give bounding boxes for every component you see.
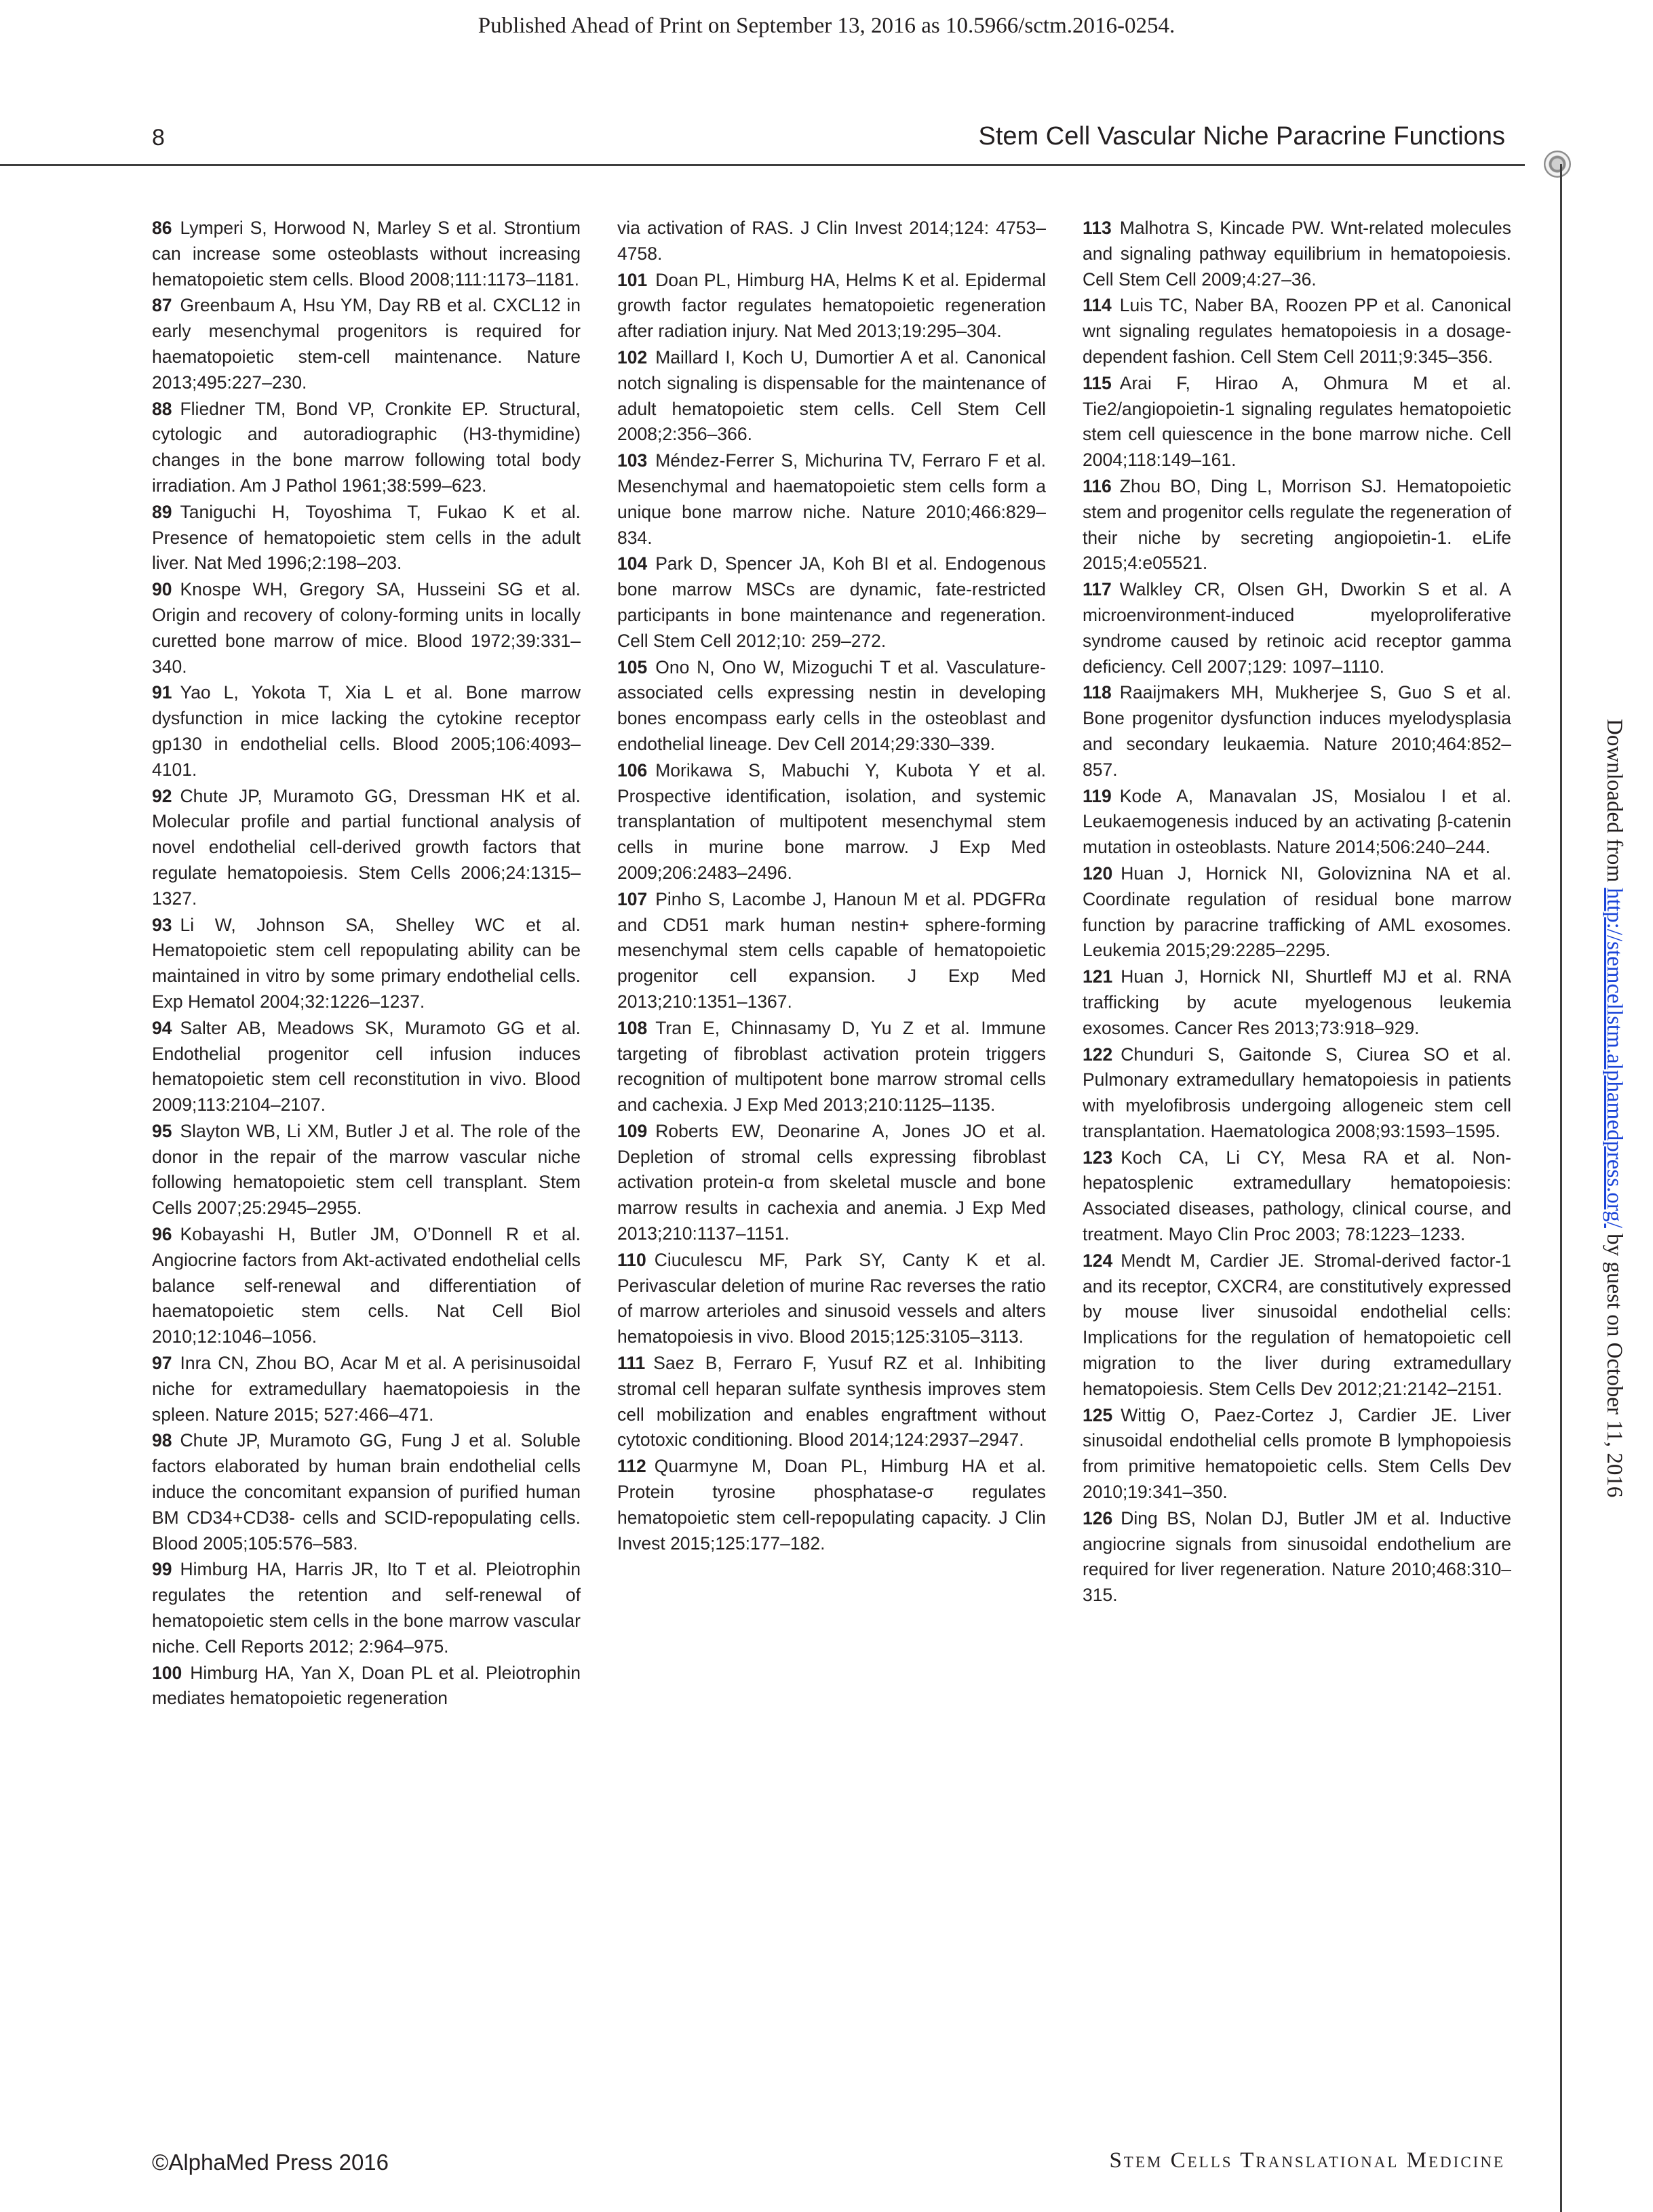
reference-entry bbox=[1083, 1248, 1511, 1402]
reference-number: 107 bbox=[617, 888, 648, 909]
reference-text: Park D, Spencer JA, Koh BI et al. Endogenous bone marrow MSCs are dynamic, fate-restricted participants in bone maintenance and regeneration. Cell Stem Cell 2012;10: 259–272. bbox=[617, 553, 1046, 651]
reference-entry bbox=[617, 758, 1046, 886]
reference-text: Quarmyne M, Doan PL, Himburg HA et al. Protein tyrosine phosphatase-σ regulates hematopoietic stem cell-repopulating capacity. J Clin Invest 2015;125:177–182. bbox=[617, 1456, 1046, 1554]
reference-entry bbox=[1083, 474, 1511, 576]
reference-entry bbox=[1083, 1403, 1511, 1505]
reference-number: 92 bbox=[152, 785, 172, 806]
reference-entry bbox=[617, 551, 1046, 654]
download-link[interactable]: http://stemcellstm.alphamedpress.org/ bbox=[1602, 888, 1627, 1228]
reference-entry bbox=[1083, 371, 1511, 473]
reference-number: 91 bbox=[152, 682, 172, 703]
header-rule bbox=[0, 164, 1525, 166]
reference-text: Inra CN, Zhou BO, Acar M et al. A perisinusoidal niche for extramedullary haematopoiesis in the spleen. Nature 2015; 527:466–471. bbox=[152, 1353, 581, 1425]
reference-text: Himburg HA, Harris JR, Ito T et al. Pleiotrophin regulates the retention and self-renewal of hematopoietic stem cells in the bone marrow vascular niche. Cell Reports 2012; 2:964–975. bbox=[152, 1559, 581, 1657]
reference-entry bbox=[152, 1119, 581, 1221]
reference-text: Walkley CR, Olsen GH, Dworkin S et al. A microenvironment-induced myeloproliferative syndrome caused by retinoic acid receptor gamma deficiency. Cell 2007;129: 1097–1110. bbox=[1083, 579, 1511, 677]
reference-number: 105 bbox=[617, 656, 648, 677]
reference-entry bbox=[1083, 293, 1511, 370]
reference-text: Mendt M, Cardier JE. Stromal-derived factor-1 and its receptor, CXCR4, are constitutively expressed by mouse liver sinusoidal endothelial cells: Implications for the regulation of hematopoietic cell migration to the liver during extramedullary hematopoiesis. Stem Cells Dev 2012;21:2142–2151. bbox=[1083, 1250, 1511, 1399]
reference-entry bbox=[1083, 216, 1511, 292]
reference-number: 88 bbox=[152, 398, 172, 419]
reference-column-2 bbox=[617, 216, 1046, 1557]
page-number: 8 bbox=[152, 125, 165, 151]
reference-entry bbox=[152, 577, 581, 679]
reference-entry bbox=[152, 913, 581, 1015]
reference-number: 110 bbox=[617, 1249, 646, 1270]
reference-number: 123 bbox=[1083, 1147, 1113, 1168]
reference-text: Greenbaum A, Hsu YM, Day RB et al. CXCL12 in early mesenchymal progenitors is required for haematopoietic stem-cell maintenance. Nature 2013;495:227–230. bbox=[152, 295, 581, 393]
download-note-prefix: Downloaded from bbox=[1602, 719, 1627, 888]
download-note bbox=[1601, 719, 1628, 1600]
reference-number: 114 bbox=[1083, 295, 1112, 316]
reference-number: 104 bbox=[617, 553, 648, 574]
reference-number: 86 bbox=[152, 218, 172, 238]
reference-entry bbox=[152, 1428, 581, 1556]
reference-number: 102 bbox=[617, 347, 648, 368]
reference-text: Tran E, Chinnasamy D, Yu Z et al. Immune targeting of fibroblast activation protein triggers recognition of multipotent bone marrow stromal cells and cachexia. J Exp Med 2013;210:1125–1135. bbox=[617, 1017, 1046, 1115]
reference-number: 87 bbox=[152, 295, 172, 316]
reference-text: Himburg HA, Yan X, Doan PL et al. Pleiotrophin mediates hematopoietic regeneration bbox=[152, 1662, 581, 1709]
reference-text: Saez B, Ferraro F, Yusuf RZ et al. Inhibiting stromal cell heparan sulfate synthesis improves stem cell mobilization and enables engraftment without cytotoxic conditioning. Blood 2014;124:2937–2947. bbox=[617, 1353, 1046, 1450]
reference-text: Koch CA, Li CY, Mesa RA et al. Non-hepatosplenic extramedullary hematopoiesis: Associated diseases, pathology, clinical course, and treatment. Mayo Clin Proc 2003; 78:1223–1233. bbox=[1083, 1147, 1511, 1245]
reference-entry bbox=[1083, 680, 1511, 783]
reference-number: 113 bbox=[1083, 218, 1112, 238]
reference-number: 108 bbox=[617, 1017, 648, 1038]
reference-number: 106 bbox=[617, 759, 648, 781]
reference-entry bbox=[152, 1557, 581, 1659]
reference-number: 122 bbox=[1083, 1044, 1113, 1065]
reference-text: Wittig O, Paez-Cortez J, Cardier JE. Liver sinusoidal endothelial cells promote B lymphopoiesis from primitive hematopoietic cells. Stem Cells Dev 2010;19:341–350. bbox=[1083, 1404, 1511, 1503]
reference-number: 121 bbox=[1083, 966, 1113, 987]
reference-text: Salter AB, Meadows SK, Muramoto GG et al. Endothelial progenitor cell infusion induces hematopoietic stem cell reconstitution in vivo. Blood 2009;113:2104–2107. bbox=[152, 1017, 581, 1115]
reference-entry bbox=[617, 655, 1046, 757]
reference-text: Slayton WB, Li XM, Butler J et al. The role of the donor in the repair of the marrow vascular niche following hematopoietic stem cell transplant. Stem Cells 2007;25:2945–2955. bbox=[152, 1120, 581, 1219]
reference-number: 124 bbox=[1083, 1250, 1113, 1271]
reference-entry bbox=[152, 1351, 581, 1427]
reference-text: Luis TC, Naber BA, Roozen PP et al. Canonical wnt signaling regulates hematopoiesis in a dosage-dependent fashion. Cell Stem Cell 2011;9:345–356. bbox=[1083, 295, 1511, 367]
reference-column-1 bbox=[152, 216, 581, 1712]
reference-number: 116 bbox=[1083, 475, 1112, 496]
reference-number: 126 bbox=[1083, 1507, 1113, 1528]
reference-entry bbox=[152, 680, 581, 783]
reference-number: 115 bbox=[1083, 372, 1112, 393]
reference-number: 109 bbox=[617, 1120, 648, 1141]
reference-text: Knospe WH, Gregory SA, Husseini SG et al. Origin and recovery of colony-forming units in locally curetted bone marrow of mice. Blood 1972;39:331–340. bbox=[152, 579, 581, 677]
reference-number: 93 bbox=[152, 914, 172, 935]
reference-text: Malhotra S, Kincade PW. Wnt-related molecules and signaling pathway equilibrium in hematopoiesis. Cell Stem Cell 2009;4:27–36. bbox=[1083, 218, 1511, 290]
reference-text: Li W, Johnson SA, Shelley WC et al. Hematopoietic stem cell repopulating ability can be maintained in vitro by some primary endothelial cells. Exp Hematol 2004;32:1226–1237. bbox=[152, 914, 581, 1012]
reference-text: Chute JP, Muramoto GG, Fung J et al. Soluble factors elaborated by human brain endothelial cells induce the concomitant expansion of purified human BM CD34+CD38- cells and SCID-repopulating cells. Blood 2005;105:576–583. bbox=[152, 1430, 581, 1554]
reference-entry bbox=[152, 500, 581, 576]
margin-rule bbox=[1560, 164, 1562, 2212]
reference-text: Méndez-Ferrer S, Michurina TV, Ferraro F et al. Mesenchymal and haematopoietic stem cells form a unique bone marrow niche. Nature 2010;466:829–834. bbox=[617, 450, 1046, 548]
reference-entry bbox=[617, 887, 1046, 1015]
reference-text: via activation of RAS. J Clin Invest 2014;124: 4753–4758. bbox=[617, 218, 1046, 264]
reference-entry bbox=[1083, 577, 1511, 679]
reference-number: 98 bbox=[152, 1430, 172, 1451]
reference-number: 101 bbox=[617, 269, 648, 290]
reference-entry bbox=[152, 1661, 581, 1712]
reference-text: Ciuculescu MF, Park SY, Canty K et al. Perivascular deletion of murine Rac reverses the ratio of marrow arterioles and sinusoid vessels and alters hematopoiesis in vivo. Blood 2015;125:3105–3113. bbox=[617, 1249, 1046, 1347]
reference-number: 100 bbox=[152, 1662, 182, 1683]
reference-text: Zhou BO, Ding L, Morrison SJ. Hematopoietic stem and progenitor cells regulate the regeneration of their niche by secreting angiopoietin-1. eLife 2015;4:e05521. bbox=[1083, 475, 1511, 574]
reference-number: 103 bbox=[617, 450, 648, 471]
reference-number: 112 bbox=[617, 1456, 646, 1477]
ahead-of-print-notice: Published Ahead of Print on September 13, 2016 as 10.5966/sctm.2016-0254. bbox=[478, 14, 1175, 38]
reference-number: 117 bbox=[1083, 579, 1112, 600]
reference-text: Pinho S, Lacombe J, Hanoun M et al. PDGFRα and CD51 mark human nestin+ sphere-forming mesenchymal stem cells capable of hematopoietic progenitor cell expansion. J Exp Med 2013;210:1351–1367. bbox=[617, 888, 1046, 1012]
reference-entry bbox=[152, 784, 581, 912]
reference-text: Ono N, Ono W, Mizoguchi T et al. Vasculature-associated cells expressing nestin in developing bones encompass early cells in the osteoblast and endothelial lineage. Dev Cell 2014;29:330–339. bbox=[617, 656, 1046, 754]
reference-text: Kode A, Manavalan JS, Mosialou I et al. Leukaemogenesis induced by an activating β-catenin mutation in osteoblasts. Nature 2014;506:240–244. bbox=[1083, 785, 1511, 858]
reference-entry bbox=[617, 1248, 1046, 1350]
reference-text: Huan J, Hornick NI, Shurtleff MJ et al. RNA trafficking by acute myelogenous leukemia exosomes. Cancer Res 2013;73:918–929. bbox=[1083, 966, 1511, 1038]
reference-number: 95 bbox=[152, 1120, 172, 1141]
reference-number: 90 bbox=[152, 579, 172, 600]
reference-text: Fliedner TM, Bond VP, Cronkite EP. Structural, cytologic and autoradiographic (H3-thymidine) changes in the bone marrow following total body irradiation. Am J Pathol 1961;38:599–623. bbox=[152, 398, 581, 496]
reference-entry bbox=[152, 397, 581, 499]
reference-entry bbox=[152, 1222, 581, 1350]
reference-text: Arai F, Hirao A, Ohmura M et al. Tie2/angiopoietin-1 signaling regulates hematopoietic stem cell quiescence in the bone marrow niche. Cell 2004;118:149–161. bbox=[1083, 372, 1511, 471]
reference-text: Ding BS, Nolan DJ, Butler JM et al. Inductive angiocrine signals from sinusoidal endothelium are required for liver regeneration. Nature 2010;468:310–315. bbox=[1083, 1507, 1511, 1606]
reference-entry bbox=[617, 1016, 1046, 1118]
reference-entry bbox=[617, 1454, 1046, 1556]
reference-entry bbox=[617, 345, 1046, 448]
reference-entry bbox=[617, 1351, 1046, 1453]
reference-text: Chunduri S, Gaitonde S, Ciurea SO et al. Pulmonary extramedullary hematopoiesis in patients with myelofibrosis undergoing allogeneic stem cell transplantation. Haematologica 2008;93:1593–1595. bbox=[1083, 1044, 1511, 1141]
reference-number: 89 bbox=[152, 501, 172, 522]
reference-number: 97 bbox=[152, 1353, 172, 1374]
reference-text: Roberts EW, Deonarine A, Jones JO et al. Depletion of stromal cells expressing fibroblast activation protein-α from skeletal muscle and bone marrow results in cachexia and anemia. J Exp Med 2013;210:1137–1151. bbox=[617, 1120, 1046, 1244]
reference-entry bbox=[1083, 1145, 1511, 1248]
reference-text: Huan J, Hornick NI, Goloviznina NA et al. Coordinate regulation of residual bone marrow function by paracrine trafficking of AML exosomes. Leukemia 2015;29:2285–2295. bbox=[1083, 863, 1511, 961]
reference-number: 119 bbox=[1083, 785, 1112, 806]
reference-number: 120 bbox=[1083, 863, 1113, 884]
reference-column-3 bbox=[1083, 216, 1511, 1609]
reference-number: 125 bbox=[1083, 1404, 1113, 1425]
reference-entry bbox=[617, 216, 1046, 267]
reference-entry bbox=[1083, 861, 1511, 964]
reference-entry bbox=[617, 448, 1046, 551]
reference-number: 99 bbox=[152, 1559, 172, 1580]
reference-text: Lymperi S, Horwood N, Marley S et al. Strontium can increase some osteoblasts without increasing hematopoietic stem cells. Blood 2008;111:1173–1181. bbox=[152, 218, 581, 290]
reference-text: Doan PL, Himburg HA, Helms K et al. Epidermal growth factor regulates hematopoietic regeneration after radiation injury. Nat Med 2013;19:295–304. bbox=[617, 269, 1046, 342]
reference-entry bbox=[617, 1119, 1046, 1247]
reference-text: Chute JP, Muramoto GG, Dressman HK et al. Molecular profile and partial functional analysis of novel endothelial cell-derived growth factors that regulate hematopoiesis. Stem Cells 2006;24:1315–1327. bbox=[152, 785, 581, 909]
reference-entry bbox=[1083, 964, 1511, 1041]
copyright-notice: ©AlphaMed Press 2016 bbox=[152, 2150, 389, 2175]
reference-entry bbox=[1083, 1506, 1511, 1608]
reference-text: Yao L, Yokota T, Xia L et al. Bone marrow dysfunction in mice lacking the cytokine receptor gp130 in endothelial cells. Blood 2005;106:4093–4101. bbox=[152, 682, 581, 780]
reference-entry bbox=[152, 293, 581, 395]
download-note-suffix: by guest on October 11, 2016 bbox=[1602, 1227, 1627, 1498]
reference-text: Raaijmakers MH, Mukherjee S, Guo S et al. Bone progenitor dysfunction induces myelodysplasia and secondary leukaemia. Nature 2010;464:852–857. bbox=[1083, 682, 1511, 780]
reference-number: 118 bbox=[1083, 682, 1112, 703]
journal-name: Stem Cells Translational Medicine bbox=[1109, 2148, 1505, 2173]
reference-text: Maillard I, Koch U, Dumortier A et al. Canonical notch signaling is dispensable for the maintenance of adult hematopoietic stem cells. Cell Stem Cell 2008;2:356–366. bbox=[617, 347, 1046, 445]
reference-number: 94 bbox=[152, 1017, 172, 1038]
reference-text: Kobayashi H, Butler JM, O’Donnell R et al. Angiocrine factors from Akt-activated endothelial cells balance self-renewal and differentiation of haematopoietic stem cells. Nat Cell Biol 2010;12:1046–1056. bbox=[152, 1224, 581, 1347]
reference-entry bbox=[152, 1016, 581, 1118]
reference-text: Morikawa S, Mabuchi Y, Kubota Y et al. Prospective identification, isolation, and systemic transplantation of multipotent mesenchymal stem cells in murine bone marrow. J Exp Med 2009;206:2483–2496. bbox=[617, 759, 1046, 883]
reference-number: 96 bbox=[152, 1224, 172, 1245]
reference-entry bbox=[1083, 784, 1511, 861]
reference-text: Taniguchi H, Toyoshima T, Fukao K et al. Presence of hematopoietic stem cells in the adult liver. Nat Med 1996;2:198–203. bbox=[152, 501, 581, 574]
reference-entry bbox=[152, 216, 581, 292]
reference-entry bbox=[1083, 1042, 1511, 1145]
reference-number: 111 bbox=[617, 1353, 646, 1374]
reference-entry bbox=[617, 268, 1046, 344]
ring-ornament-icon bbox=[1544, 151, 1571, 178]
running-title: Stem Cell Vascular Niche Paracrine Functions bbox=[978, 122, 1505, 151]
